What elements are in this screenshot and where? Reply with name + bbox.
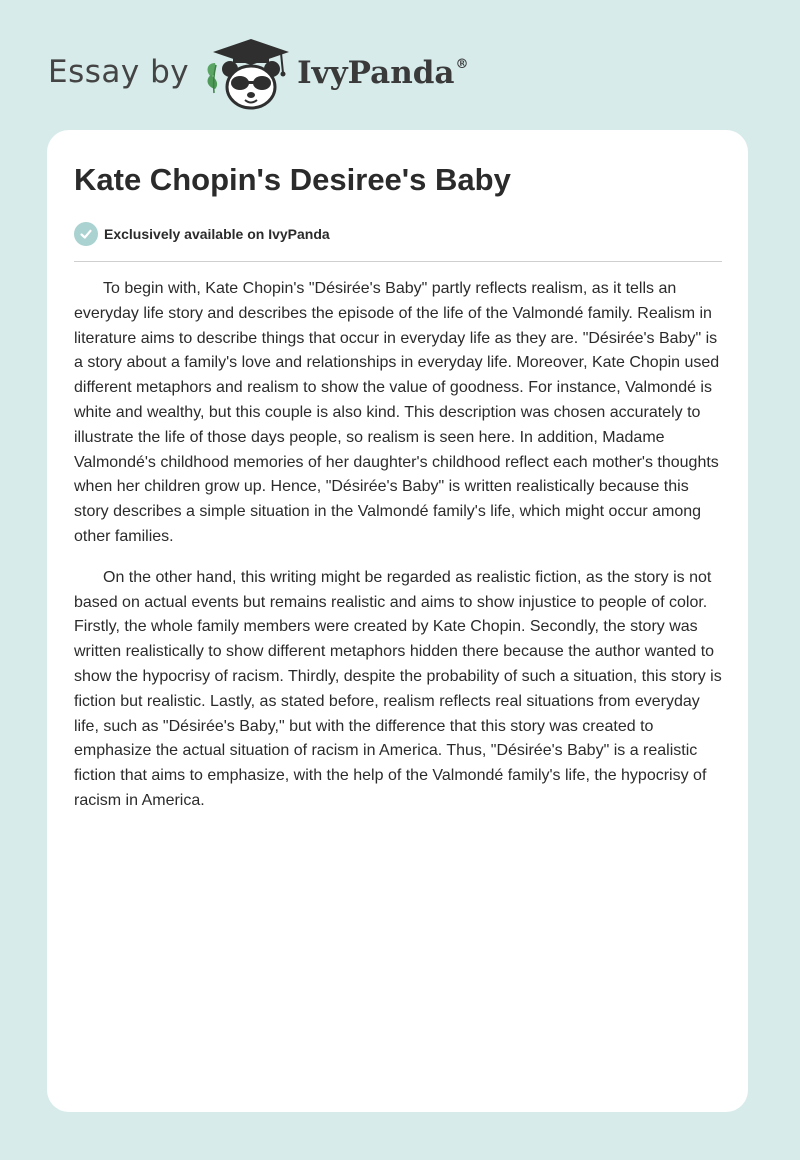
exclusive-badge [74, 222, 330, 246]
site-header [48, 34, 469, 114]
panda-graduation-cap-icon[interactable] [203, 37, 293, 111]
exclusive-badge-label: Exclusively available on IvyPanda [104, 226, 330, 242]
essay-body [74, 277, 722, 830]
page-title: Kate Chopin's Desiree's Baby [74, 162, 511, 197]
registered-mark: ® [455, 56, 469, 72]
brand-name[interactable]: IvyPanda® [297, 55, 469, 91]
paragraph: On the other hand, this writing might be regarded as realistic fiction, as the story is not based on actual events but remains realistic and aims to show injustice to people of color. Firstly, the whole family members were created by Kate Chopin. Secondly, the story was written realistically to show different metaphors hidden there because the author wanted to show the hypocrisy of racism. Thirdly, despite the probability of such a situation, this story is fiction but realistic. Lastly, as stated before, realism reflects real situations from everyday life, such as "Désirée's Baby," but with the difference that this story was created to emphasize the actual situation of racism in America. Thus, "Désirée's Baby" is a realistic fiction that aims to emphasize, with the help of the Valmondé family's life, the hypocrisy of racism in America. [74, 568, 722, 809]
paragraph: To begin with, Kate Chopin's "Désirée's Baby" partly reflects realism, as it tells an everyday life story and describes the episode of the life of the Valmondé family. Realism in literature aims to describe things that occur in everyday life as they are. "Désirée's Baby" is a story about a family's love and relationships in everyday life. Moreover, Kate Chopin used different metaphors and realism to show the value of goodness. For instance, Valmondé is white and wealthy, but this couple is also kind. This description was chosen accurately to illustrate the life of those days people, so realism is seen here. In addition, Madame Valmondé's childhood memories of her daughter's childhood reflect each mother's thoughts when her children grow up. Hence, "Désirée's Baby" is written realistically because this story describes a simple situation in the Valmondé family's life, which might occur among other families. [74, 280, 720, 545]
essay-card [47, 130, 748, 1112]
essay-by-label: Essay by [48, 54, 190, 90]
divider [74, 261, 722, 262]
checkmark-icon [74, 222, 98, 246]
